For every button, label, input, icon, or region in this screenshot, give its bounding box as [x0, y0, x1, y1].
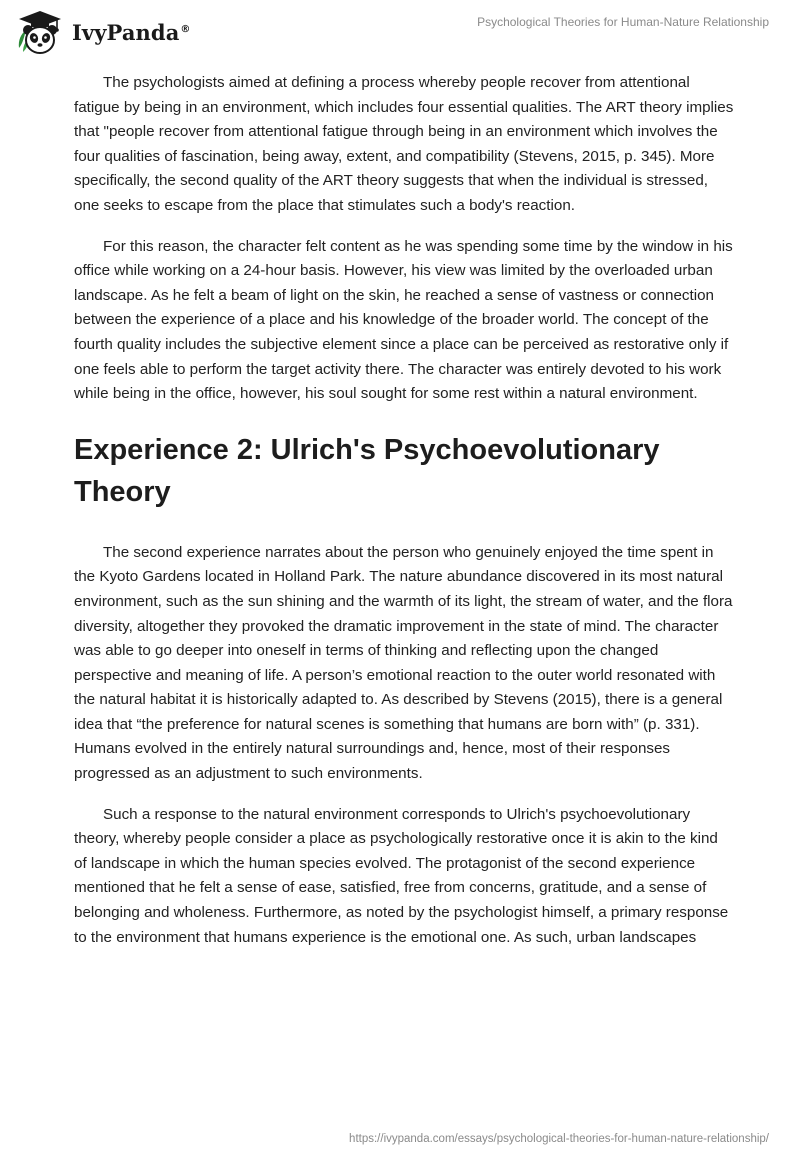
paragraph: Such a response to the natural environment corresponds to Ulrich's psychoevolutionary theory, whereby people consider a place as psychologically restorative once it is akin to the kind of landscape in which the human species evolved. The protagonist of the second experience mentioned that he felt a sense of ease, satisfied, free from concerns, gratitude, and a sense of belonging and wholeness. Furthermore, as noted by the psychologist himself, a primary response to the environment that humans experience is the emotional one. As such, urban landscapes [74, 805, 729, 946]
paragraph: The second experience narrates about the person who genuinely enjoyed the time spent in the Kyoto Gardens located in Holland Park. The nature abundance discovered in its most natural environment, such as the sun shining and the warmth of its light, the stream of water, and the flora diversity, altogether they provoked the dramatic improvement in the state of mind. The character was able to go deeper into oneself in terms of thinking and reflecting upon the changed perspective and meaning of life. A person’s emotional reaction to the outer world resonated with the natural habitat it is historically adapted to. As described by Stevens (2015), there is a general idea that “the preference for natural scenes is something that humans are born with” (p. 331). Humans evolved in the entirely natural surroundings and, hence, most of their responses progressed as an adjustment to such environments. [74, 543, 733, 783]
panda-graduate-icon [14, 8, 66, 56]
page-header [0, 0, 800, 60]
registered-mark: ® [180, 23, 191, 35]
logo-wordmark: IvyPanda [72, 19, 180, 45]
document-title: Psychological Theories for Human-Nature Relationship [477, 15, 769, 29]
source-url[interactable]: https://ivypanda.com/essays/psychological-theories-for-human-nature-relationship/ [349, 1133, 769, 1145]
section-heading: Experience 2: Ulrich's Psychoevolutionary Theory [74, 433, 660, 508]
logo-text [72, 20, 191, 45]
paragraph: The psychologists aimed at defining a process whereby people recover from attentional fatigue by being in an environment, which includes four essential qualities. The ART theory implies that "people recover from attentional fatigue through being in an environment which involves the four qualities of fascination, being away, extent, and compatibility (Stevens, 2015, p. 345). More specifically, the second quality of the ART theory suggests that when the individual is stressed, one seeks to escape from the place that stimulates such a body's reaction. [74, 74, 734, 214]
ivypanda-logo[interactable] [14, 8, 191, 56]
paragraph: For this reason, the character felt content as he was spending some time by the window in his office while working on a 24-hour basis. However, his view was limited by the overloaded urban landscape. As he felt a beam of light on the skin, he reached a sense of vastness or connection between the experience of a place and his knowledge of the broader world. The concept of the fourth quality includes the subjective element since a place can be perceived as restorative only if one feels able to perform the target activity there. The character was entirely devoted to his work while being in the office, however, his soul sought for some rest within a natural environment. [74, 237, 733, 403]
essay-content [74, 71, 734, 966]
